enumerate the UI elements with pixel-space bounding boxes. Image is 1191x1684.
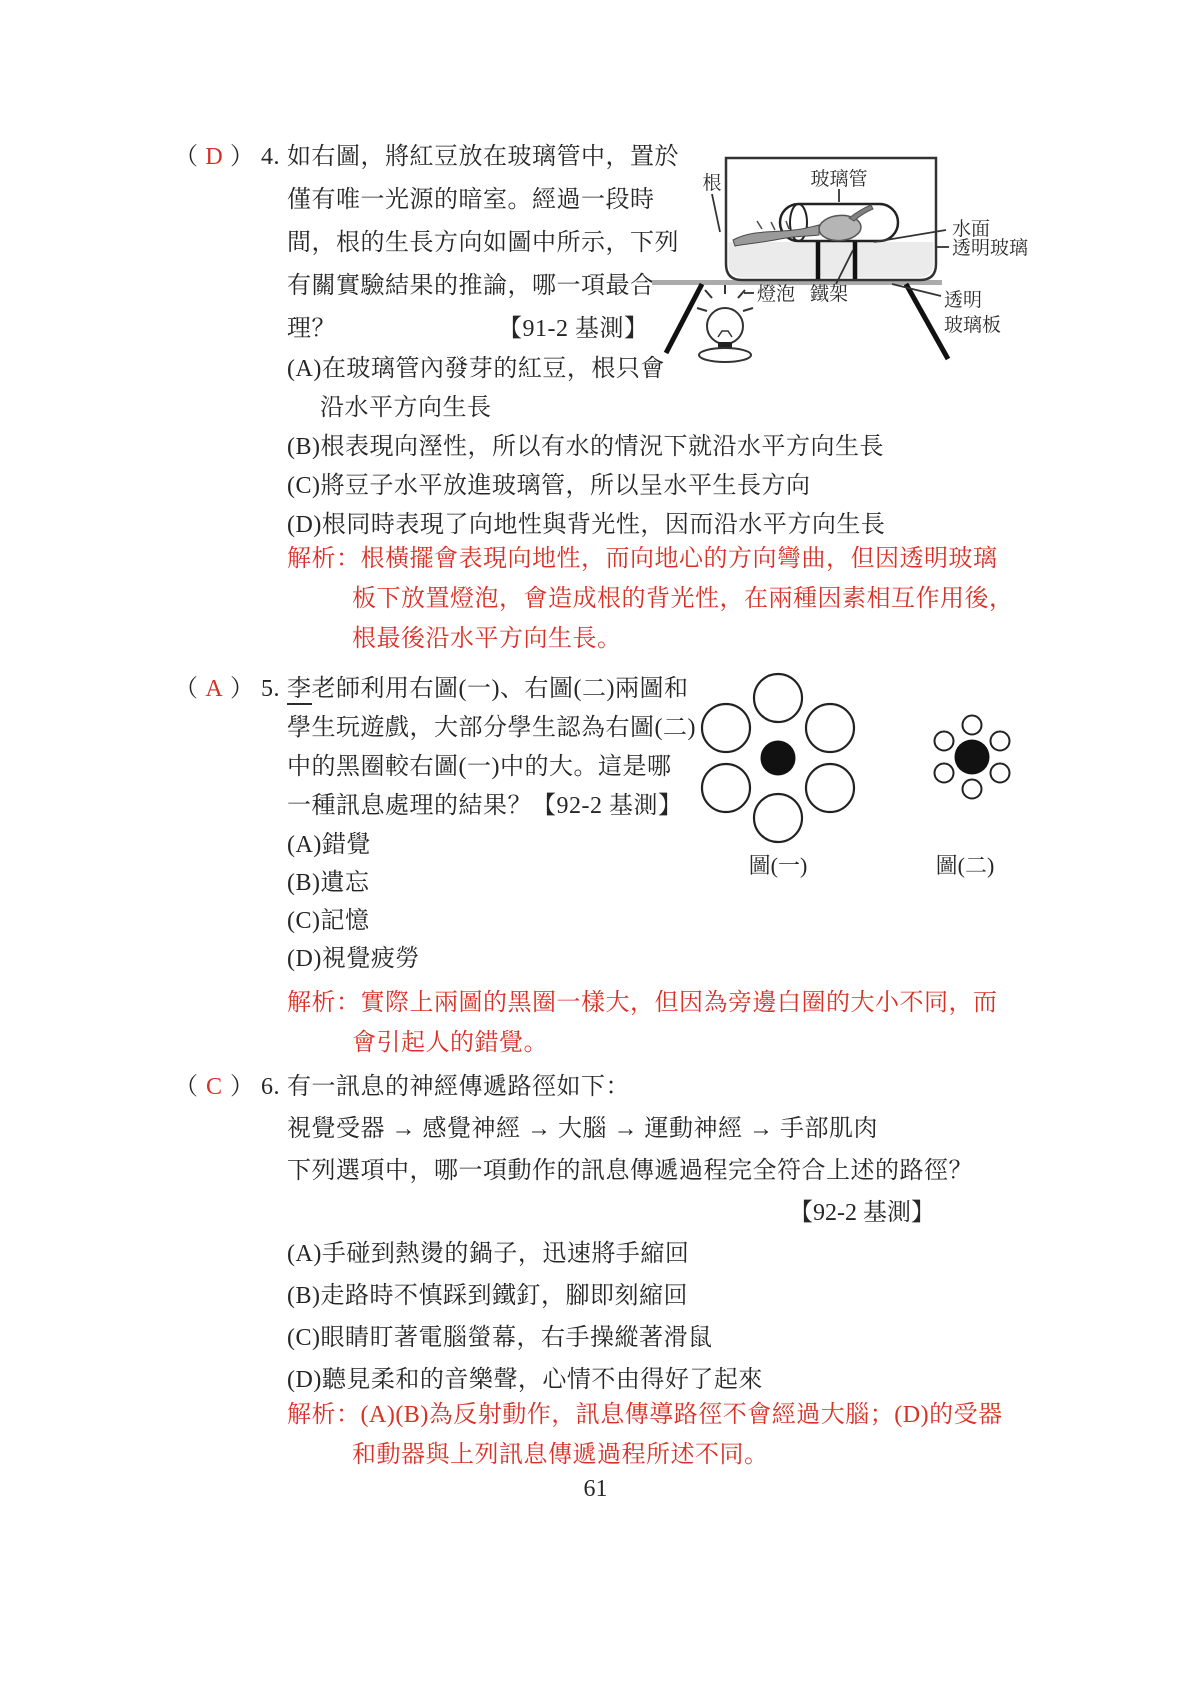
q4-experiment-figure [640,140,1060,370]
label-water-surface: 水面 [952,219,991,240]
q5-stem-line2: 學生玩遊戲，大部分學生認為右圖(二) [287,715,696,741]
q6-stem-line2: 下列選項中，哪一項動作的訊息傳遞過程完全符合上述的路徑？ [287,1158,973,1184]
q6-neural-pathway: 視覺受器 → 感覺神經 → 大腦 → 運動神經 → 手部肌肉 [287,1116,878,1142]
paren-open: （ [174,144,198,170]
paren-open: （ [174,676,198,702]
figure-one-circles [702,674,854,842]
q6-option-a: (A)手碰到熱燙的鍋子，迅速將手縮回 [287,1241,690,1267]
paren-open: （ [174,1074,198,1100]
label-plate-line2: 玻璃板 [944,315,1002,336]
q5-circles-figure [640,610,1060,850]
answer-letter-q4: D [205,144,223,170]
label-bulb: 燈泡 [757,284,796,305]
q5-stem-line3: 中的黑圈較右圖(一)中的大。這是哪 [287,754,672,780]
q5-stem-line4: 一種訊息處理的結果？【92-2 基測】 [287,793,683,819]
analysis-label: 解析： [287,990,361,1016]
q4-analysis-line2: 板下放置燈泡，會造成根的背光性，在兩種因素相互作用後， [352,586,1014,612]
figure-two-caption: 圖(二) [935,853,995,878]
paren-close: ） [230,676,254,702]
label-glass-tube: 玻璃管 [810,169,868,190]
underlined-name: 李 [287,676,312,705]
q4-analysis-text1: 根橫擺會表現向地性，而向地心的方向彎曲，但因透明玻璃 [360,546,998,572]
figure-two-black-circle [955,740,990,775]
q6-option-c: (C)眼睛盯著電腦螢幕，右手操縱著滑鼠 [287,1325,713,1351]
q6-analysis-line2: 和動器與上列訊息傳遞過程所述不同。 [352,1442,769,1468]
q6-stem-line1: 有一訊息的神經傳遞路徑如下： [287,1074,630,1100]
question-number-q5: 5. [261,676,280,702]
q4-stem-line3: 間，根的生長方向如圖中所示，下列 [287,230,679,256]
q4-option-a: (A)在玻璃管內發芽的紅豆，根只會 [287,356,665,382]
label-iron-stand: 鐵架 [810,284,849,305]
analysis-label: 解析： [287,546,361,572]
q4-option-b: (B)根表現向溼性，所以有水的情況下就沿水平方向生長 [287,434,884,460]
figure-one-caption: 圖(一) [748,853,808,878]
q4-analysis-line1 [287,542,998,576]
q6-option-d: (D)聽見柔和的音樂聲，心情不由得好了起來 [287,1367,763,1393]
label-root: 根 [702,173,722,194]
q4-option-d: (D)根同時表現了向地性與背光性，因而沿水平方向生長 [287,512,886,538]
label-transparent-glass: 透明玻璃 [952,238,1029,259]
q5-option-d: (D)視覺疲勞 [287,946,420,972]
answer-mark-q6 [174,1070,254,1104]
light-bulb-icon [697,285,753,362]
analysis-label: 解析： [287,1402,361,1428]
q6-analysis-line1 [287,1398,1003,1432]
q5-option-b: (B)遺忘 [287,870,370,896]
q4-stem-line4: 有關實驗結果的推論，哪一項最合 [287,273,655,299]
answer-letter-q5: A [205,676,223,702]
q6-option-b: (B)走路時不慎踩到鐵釘，腳即刻縮回 [287,1283,688,1309]
q5-option-a: (A)錯覺 [287,832,371,858]
q5-option-c: (C)記憶 [287,908,370,934]
figure-one-black-circle [761,741,796,776]
q5-analysis-text1: 實際上兩圖的黑圈一樣大，但因為旁邊白圈的大小不同，而 [360,990,998,1016]
q4-analysis-line3: 根最後沿水平方向生長。 [352,626,622,652]
answer-mark-q5 [174,672,254,706]
q6-source-tag: 【92-2 基測】 [789,1200,935,1226]
paren-close: ） [230,144,254,170]
answer-letter-q6: C [205,1074,222,1100]
label-plate-line1: 透明 [944,290,983,311]
figure-two-circles [935,716,1010,799]
q4-option-c: (C)將豆子水平放進玻璃管，所以呈水平生長方向 [287,473,811,499]
answer-mark-q4 [174,140,254,174]
q5-analysis-line1 [287,986,998,1020]
q5-stem-line1-rest: 老師利用右圖(一)、右圖(二)兩圖和 [311,676,689,702]
q6-analysis-text1: (A)(B)為反射動作，訊息傳導路徑不會經過大腦；(D)的受器 [360,1402,1003,1428]
q4-option-a-cont: 沿水平方向生長 [320,395,492,421]
question-number-q4: 4. [261,144,280,170]
q4-stem-line1: 如右圖，將紅豆放在玻璃管中，置於 [287,144,679,170]
q5-analysis-line2: 會引起人的錯覺。 [352,1030,548,1056]
question-number-q6: 6. [261,1074,280,1100]
page-number: 61 [583,1476,608,1502]
q5-stem-line1 [287,672,688,706]
water [729,242,934,278]
q4-source-tag: 【91-2 基測】 [498,316,649,342]
paren-close: ） [229,1074,254,1100]
q4-stem-line5: 理？ [287,316,336,342]
q4-stem-line2: 僅有唯一光源的暗室。經過一段時 [287,187,655,213]
